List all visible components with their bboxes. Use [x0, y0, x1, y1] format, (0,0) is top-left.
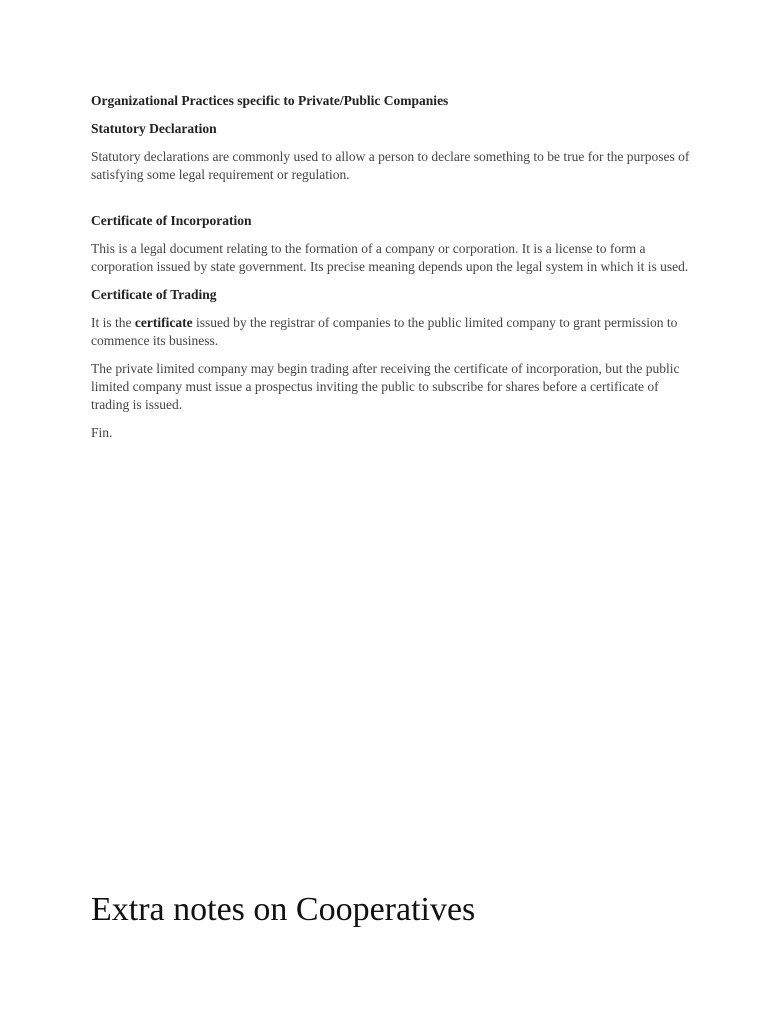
section-heading-statutory-declaration: Statutory Declaration [91, 121, 217, 136]
bold-term-certificate: certificate [134, 315, 193, 330]
extra-notes-heading: Extra notes on Cooperatives [91, 891, 476, 928]
section-heading-certificate-of-trading: Certificate of Trading [91, 287, 217, 302]
paragraph-text: issued by the registrar of companies to the public limited company to grant permission to commence its business. [91, 315, 678, 348]
section-heading-certificate-of-incorporation: Certificate of Incorporation [91, 213, 252, 228]
paragraph-trading-details: The private limited company may begin trading after receiving the certificate of incorporation, but the public limited company must issue a prospectus inviting the public to subscribe for shares before a certificate of trading is issued. [91, 361, 680, 412]
document-body [91, 92, 691, 452]
paragraph-statutory-declaration: Statutory declarations are commonly used to allow a person to declare something to be true for the purposes of satisfying some legal requirement or regulation. [91, 149, 690, 182]
spacer [91, 194, 691, 212]
paragraph-text: It is the [91, 315, 135, 330]
paragraph-certificate-of-trading-definition [91, 314, 691, 350]
paragraph-certificate-of-incorporation: This is a legal document relating to the formation of a company or corporation. It is a license to form a corporation issued by state government. Its precise meaning depends upon the legal system in which it is used. [91, 241, 689, 274]
paragraph-fin: Fin. [91, 425, 113, 440]
document-title: Organizational Practices specific to Private/Public Companies [91, 93, 449, 108]
